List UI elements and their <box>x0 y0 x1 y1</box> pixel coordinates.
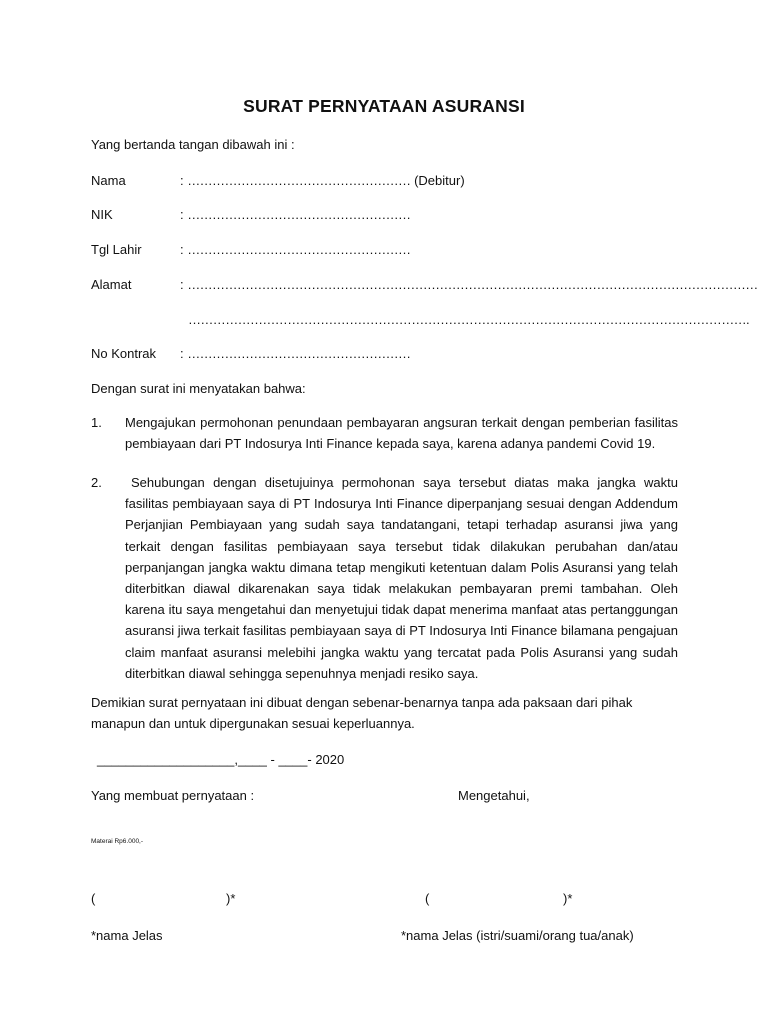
field-label-no-kontrak: No Kontrak <box>91 346 157 361</box>
document-title: SURAT PERNYATAAN ASURANSI <box>243 96 525 116</box>
field-label-nik: NIK <box>91 207 113 222</box>
field-colon: : <box>180 277 184 292</box>
field-colon: : <box>180 346 184 361</box>
debitur-label: (Debitur) <box>414 173 465 188</box>
field-label-nama: Nama <box>91 173 126 188</box>
materai-note: Materai Rp6.000,- <box>91 838 144 845</box>
field-value-nama <box>180 173 465 189</box>
signature-left-close: )* <box>226 891 236 906</box>
closing-text: Demikian surat pernyataan ini dibuat dengan sebenar-benarnya tanpa ada paksaan dari pihak manapun dan untuk dipergunakan sesuai keperluannya. <box>91 695 633 731</box>
signer-left-label: Yang membuat pernyataan : <box>91 788 255 803</box>
field-label-tgl-lahir: Tgl Lahir <box>91 242 142 257</box>
field-value-tgl-lahir <box>180 242 410 258</box>
field-value-no-kontrak <box>180 346 410 362</box>
item-text-2: Sehubungan dengan disetujuinya permohonan saya tersebut diatas maka jangka waktu fasilitas pembiayaan saya di PT Indosurya Inti Finance diperpanjang sesuai dengan Addendum Perjanjian Pembiayaan yang sudah saya tandatangani, tetapi terhadap asuransi jiwa yang terkait dengan fasilitas pembiayaan saya tersebut tidak dilakukan perubahan dan/atau perpanjangan jangka waktu dimana tetap mengikuti ketentuan dalam Polis Asuransi yang telah diterbitkan diawal dikarenakan saya tidak melakukan pembayaran premi tambahan. Oleh karena itu saya mengetahui dan menyetujui tidak dapat menerima manfaat atas pertanggungan asuransi jiwa terkait fasilitas pembiayaan saya di PT Indosurya Inti Finance bilamana pengajuan claim manfaat asuransi melebihi jangka waktu yang tercatat pada Polis Asuransi yang sudah diterbitkan diawal sehingga sepenuhnya menjadi resiko saya. <box>125 475 678 681</box>
field-dots: ……………………………………………… <box>187 173 411 188</box>
item-number-2: 2. <box>91 475 102 490</box>
signature-right-close: )* <box>563 891 573 906</box>
field-dots: ……………………………………………… <box>187 242 411 257</box>
name-note-right: *nama Jelas (istri/suami/orang tua/anak) <box>401 928 634 943</box>
field-label-alamat: Alamat <box>91 277 132 292</box>
statement-intro: Dengan surat ini menyatakan bahwa: <box>91 381 306 396</box>
field-colon: : <box>180 207 184 222</box>
item-number-1: 1. <box>91 415 102 430</box>
item-text-1: Mengajukan permohonan penundaan pembayaran angsuran terkait dengan pemberian fasilitas pembiayaan dari PT Indosurya Inti Finance kepada saya, karena adanya pandemi Covid 19. <box>125 415 678 452</box>
field-colon: : <box>180 242 184 257</box>
field-dots: ………………………………………………………………………………………………………………………… <box>187 277 758 292</box>
signature-left-open: ( <box>91 891 96 906</box>
field-value-nik <box>180 207 410 223</box>
signer-right-label: Mengetahui, <box>458 788 530 803</box>
field-dots: ……………………………………………… <box>187 346 411 361</box>
field-dots-alamat-line2: ………………………………………………………………………………………………………………………. <box>188 312 750 327</box>
field-value-alamat <box>180 277 758 293</box>
date-line: ___________________,____ - ____- 2020 <box>97 752 345 767</box>
field-colon: : <box>180 173 184 188</box>
signature-right-open: ( <box>425 891 430 906</box>
name-note-left: *nama Jelas <box>91 928 163 943</box>
field-dots: ……………………………………………… <box>187 207 411 222</box>
intro-text: Yang bertanda tangan dibawah ini : <box>91 137 295 152</box>
